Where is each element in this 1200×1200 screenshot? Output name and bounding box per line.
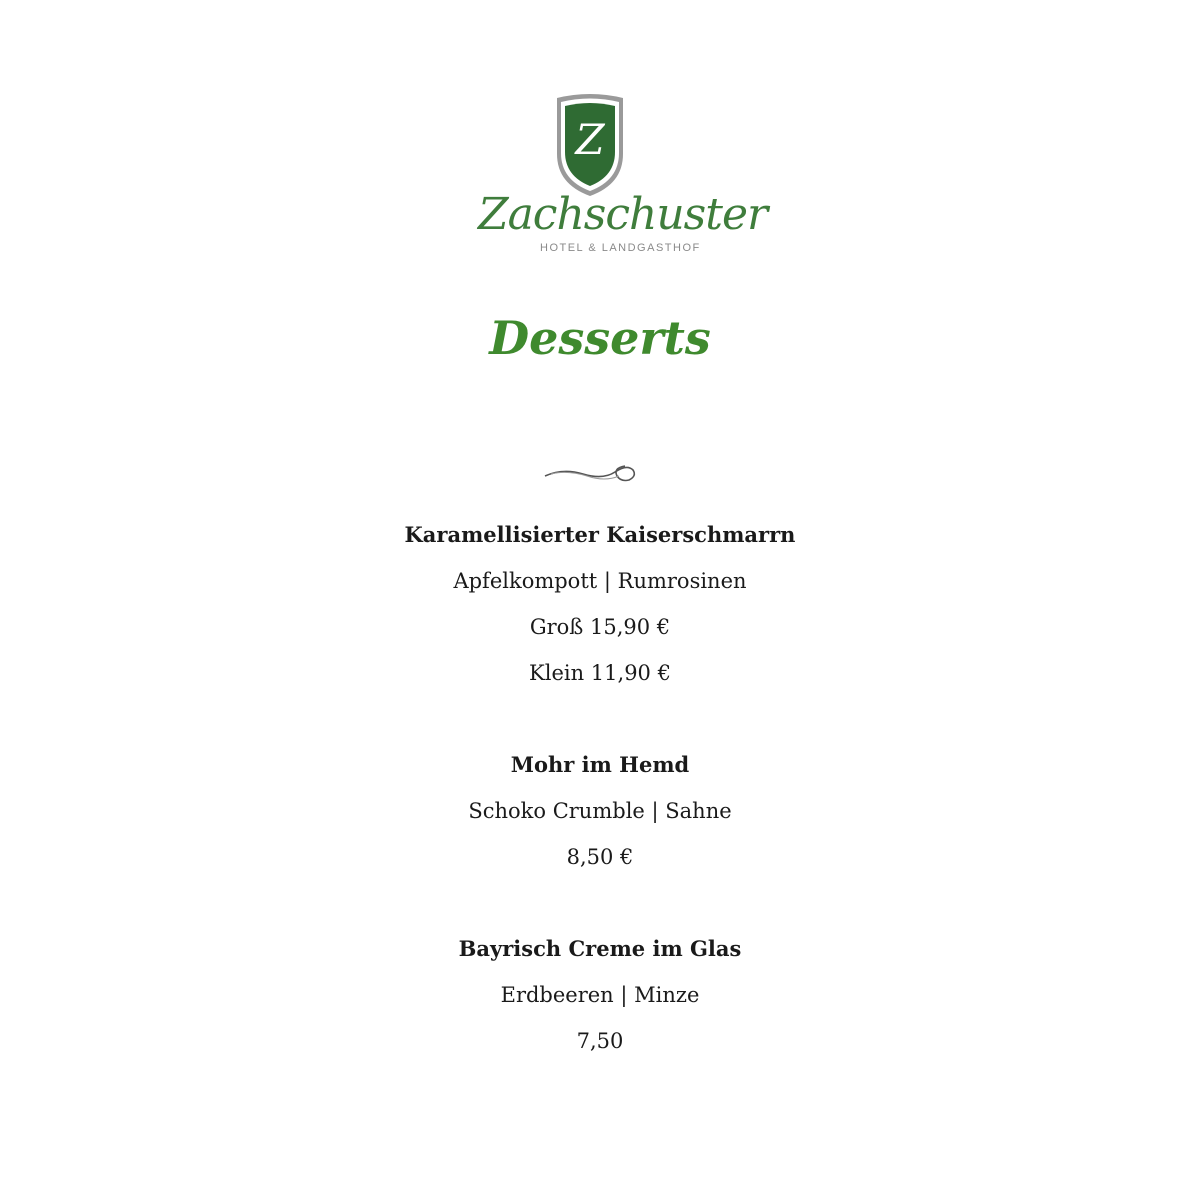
dish-name: Bayrisch Creme im Glas	[458, 936, 742, 961]
dish-name: Karamellisierter Kaiserschmarrn	[404, 522, 796, 547]
dessert-menu	[0, 512, 1200, 1064]
flourish-divider-icon	[543, 458, 639, 488]
brand-name: Zachschuster	[478, 189, 768, 240]
section-title: Desserts	[489, 311, 711, 365]
dish-price: Klein 11,90 €	[529, 661, 671, 685]
dish-description: Apfelkompott | Rumrosinen	[453, 569, 747, 593]
dish-name: Mohr im Hemd	[510, 752, 690, 777]
dish-item	[0, 926, 1200, 1064]
dish-description: Schoko Crumble | Sahne	[468, 799, 732, 823]
dish-description: Erdbeeren | Minze	[500, 983, 700, 1007]
brand-subtitle: HOTEL & LANDGASTHOF	[540, 242, 701, 254]
logo-letter: Z	[575, 115, 605, 164]
dish-price: 7,50	[576, 1029, 624, 1053]
dish-item	[0, 742, 1200, 880]
dish-price: Groß 15,90 €	[529, 615, 671, 639]
dish-item	[0, 512, 1200, 696]
dish-price: 8,50 €	[566, 845, 634, 869]
